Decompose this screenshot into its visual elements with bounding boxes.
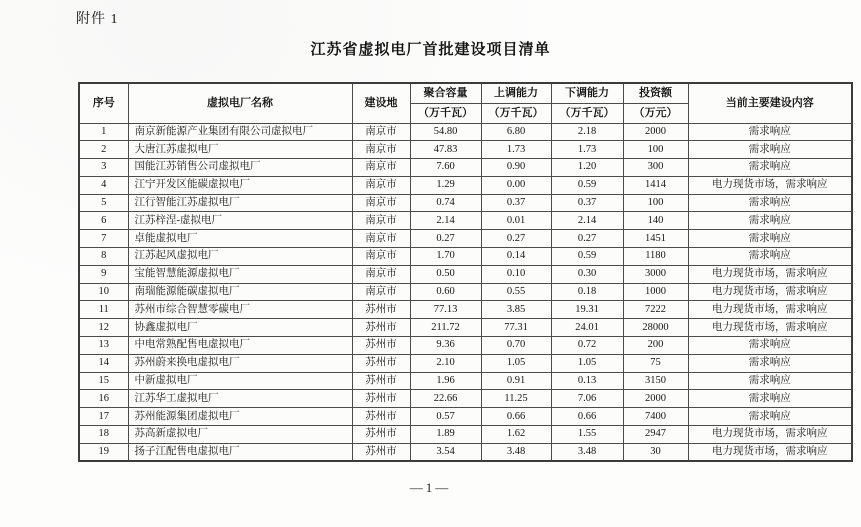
investment-cell: 2000 <box>623 390 688 408</box>
investment-cell: 30 <box>623 443 688 461</box>
capacity-cell: 9.36 <box>410 337 481 355</box>
content-cell: 需求响应 <box>688 337 852 355</box>
index-cell: 17 <box>79 408 128 426</box>
capacity-cell: 77.13 <box>410 301 481 319</box>
up-cell: 0.66 <box>481 408 551 426</box>
capacity-cell: 1.70 <box>410 248 481 266</box>
investment-cell: 2000 <box>623 123 688 141</box>
table-row <box>79 408 852 426</box>
location-cell: 苏州市 <box>352 443 410 461</box>
up-cell: 0.14 <box>481 248 551 266</box>
investment-cell: 100 <box>623 194 688 212</box>
name-cell: 扬子江配售电虚拟电厂 <box>128 443 352 461</box>
capacity-cell: 0.27 <box>410 230 481 248</box>
index-cell: 10 <box>79 283 128 301</box>
location-cell: 南京市 <box>352 159 410 177</box>
content-cell: 电力现货市场，需求响应 <box>688 426 852 444</box>
table-row <box>79 426 852 444</box>
down-cell: 2.18 <box>551 123 623 141</box>
name-cell: 宝能智慧能源虚拟电厂 <box>128 265 352 283</box>
up-cell: 6.80 <box>481 123 551 141</box>
table-row <box>79 194 852 212</box>
name-cell: 江苏华工虚拟电厂 <box>128 390 352 408</box>
investment-cell: 1451 <box>623 230 688 248</box>
table-header <box>79 83 852 123</box>
location-cell: 苏州市 <box>352 390 410 408</box>
investment-cell: 200 <box>623 337 688 355</box>
investment-cell: 2947 <box>623 426 688 444</box>
table-row <box>79 141 852 159</box>
investment-cell: 7222 <box>623 301 688 319</box>
up-cell: 0.91 <box>481 372 551 390</box>
down-cell: 24.01 <box>551 319 623 337</box>
up-cell: 0.90 <box>481 159 551 177</box>
content-cell: 需求响应 <box>688 248 852 266</box>
index-cell: 11 <box>79 301 128 319</box>
content-cell: 电力现货市场，需求响应 <box>688 443 852 461</box>
down-cell: 1.20 <box>551 159 623 177</box>
content-cell: 电力现货市场，需求响应 <box>688 301 852 319</box>
content-cell: 电力现货市场，需求响应 <box>688 176 852 194</box>
capacity-cell: 54.80 <box>410 123 481 141</box>
location-cell: 南京市 <box>352 141 410 159</box>
down-cell: 0.37 <box>551 194 623 212</box>
capacity-cell: 22.66 <box>410 390 481 408</box>
location-cell: 苏州市 <box>352 319 410 337</box>
name-cell: 协鑫虚拟电厂 <box>128 319 352 337</box>
table-row <box>79 337 852 355</box>
down-cell: 0.59 <box>551 248 623 266</box>
name-cell: 中电常熟配售电虚拟电厂 <box>128 337 352 355</box>
investment-cell: 1414 <box>623 176 688 194</box>
table-row <box>79 212 852 230</box>
location-cell: 南京市 <box>352 123 410 141</box>
table-row <box>79 390 852 408</box>
down-cell: 0.66 <box>551 408 623 426</box>
down-cell: 19.31 <box>551 301 623 319</box>
index-cell: 9 <box>79 265 128 283</box>
up-cell: 0.27 <box>481 230 551 248</box>
capacity-cell: 211.72 <box>410 319 481 337</box>
location-cell: 苏州市 <box>352 301 410 319</box>
index-cell: 13 <box>79 337 128 355</box>
down-cell: 2.14 <box>551 212 623 230</box>
name-cell: 江宁开发区能碳虚拟电厂 <box>128 176 352 194</box>
content-cell: 电力现货市场，需求响应 <box>688 265 852 283</box>
content-cell: 需求响应 <box>688 141 852 159</box>
content-cell: 需求响应 <box>688 230 852 248</box>
location-cell: 南京市 <box>352 212 410 230</box>
down-cell: 0.13 <box>551 372 623 390</box>
table-body <box>79 123 852 461</box>
content-cell: 需求响应 <box>688 390 852 408</box>
table-row <box>79 159 852 177</box>
up-cell: 0.55 <box>481 283 551 301</box>
capacity-cell: 47.83 <box>410 141 481 159</box>
table-row <box>79 283 852 301</box>
investment-cell: 1180 <box>623 248 688 266</box>
capacity-cell: 0.57 <box>410 408 481 426</box>
capacity-cell: 7.60 <box>410 159 481 177</box>
name-cell: 南瑞能源能碳虚拟电厂 <box>128 283 352 301</box>
capacity-cell: 0.74 <box>410 194 481 212</box>
content-cell: 需求响应 <box>688 408 852 426</box>
attachment-label: 附件 1 <box>76 12 119 27</box>
down-cell: 0.18 <box>551 283 623 301</box>
content-cell: 需求响应 <box>688 123 852 141</box>
location-cell: 南京市 <box>352 265 410 283</box>
index-cell: 2 <box>79 141 128 159</box>
table-row <box>79 176 852 194</box>
capacity-cell: 1.89 <box>410 426 481 444</box>
location-cell: 苏州市 <box>352 408 410 426</box>
name-cell: 中新虚拟电厂 <box>128 372 352 390</box>
down-cell: 7.06 <box>551 390 623 408</box>
header-content: 当前主要建设内容 <box>688 83 852 123</box>
page-title: 江苏省虚拟电厂首批建设项目清单 <box>310 42 551 58</box>
index-cell: 19 <box>79 443 128 461</box>
index-cell: 1 <box>79 123 128 141</box>
index-cell: 7 <box>79 230 128 248</box>
up-cell: 0.37 <box>481 194 551 212</box>
content-cell: 电力现货市场，需求响应 <box>688 283 852 301</box>
down-cell: 0.27 <box>551 230 623 248</box>
index-cell: 8 <box>79 248 128 266</box>
content-cell: 需求响应 <box>688 212 852 230</box>
index-cell: 4 <box>79 176 128 194</box>
index-cell: 15 <box>79 372 128 390</box>
table-row <box>79 319 852 337</box>
capacity-cell: 0.50 <box>410 265 481 283</box>
name-cell: 国能江苏销售公司虚拟电厂 <box>128 159 352 177</box>
index-cell: 14 <box>79 354 128 372</box>
location-cell: 南京市 <box>352 248 410 266</box>
investment-cell: 140 <box>623 212 688 230</box>
location-cell: 苏州市 <box>352 354 410 372</box>
name-cell: 苏高新虚拟电厂 <box>128 426 352 444</box>
name-cell: 江苏起风虚拟电厂 <box>128 248 352 266</box>
index-cell: 3 <box>79 159 128 177</box>
investment-cell: 100 <box>623 141 688 159</box>
header-name: 虚拟电厂名称 <box>128 83 352 123</box>
table-row <box>79 123 852 141</box>
index-cell: 12 <box>79 319 128 337</box>
down-cell: 0.72 <box>551 337 623 355</box>
content-cell: 需求响应 <box>688 372 852 390</box>
location-cell: 南京市 <box>352 283 410 301</box>
down-cell: 0.30 <box>551 265 623 283</box>
index-cell: 18 <box>79 426 128 444</box>
name-cell: 江行智能江苏虚拟电厂 <box>128 194 352 212</box>
table-row <box>79 372 852 390</box>
up-cell: 0.00 <box>481 176 551 194</box>
header-down: 下调能力 <box>551 83 623 103</box>
header-capacity-unit: （万千瓦） <box>410 103 481 123</box>
header-index: 序号 <box>79 83 128 123</box>
header-down-unit: （万千瓦） <box>551 103 623 123</box>
investment-cell: 75 <box>623 354 688 372</box>
location-cell: 南京市 <box>352 176 410 194</box>
project-list-table <box>78 82 853 462</box>
name-cell: 苏州蔚来换电虚拟电厂 <box>128 354 352 372</box>
down-cell: 3.48 <box>551 443 623 461</box>
location-cell: 苏州市 <box>352 372 410 390</box>
content-cell: 需求响应 <box>688 194 852 212</box>
page-number: —1— <box>409 480 452 495</box>
header-up-unit: （万千瓦） <box>481 103 551 123</box>
header-investment: 投资额 <box>623 83 688 103</box>
capacity-cell: 2.10 <box>410 354 481 372</box>
down-cell: 1.05 <box>551 354 623 372</box>
capacity-cell: 1.96 <box>410 372 481 390</box>
name-cell: 南京新能源产业集团有限公司虚拟电厂 <box>128 123 352 141</box>
down-cell: 1.73 <box>551 141 623 159</box>
investment-cell: 28000 <box>623 319 688 337</box>
table-row <box>79 265 852 283</box>
up-cell: 3.48 <box>481 443 551 461</box>
table-row <box>79 443 852 461</box>
up-cell: 77.31 <box>481 319 551 337</box>
name-cell: 卓能虚拟电厂 <box>128 230 352 248</box>
investment-cell: 7400 <box>623 408 688 426</box>
location-cell: 苏州市 <box>352 337 410 355</box>
header-location: 建设地 <box>352 83 410 123</box>
header-investment-unit: （万元） <box>623 103 688 123</box>
investment-cell: 3150 <box>623 372 688 390</box>
content-cell: 需求响应 <box>688 354 852 372</box>
capacity-cell: 3.54 <box>410 443 481 461</box>
up-cell: 1.73 <box>481 141 551 159</box>
capacity-cell: 2.14 <box>410 212 481 230</box>
table-row <box>79 301 852 319</box>
table-row <box>79 354 852 372</box>
up-cell: 11.25 <box>481 390 551 408</box>
location-cell: 南京市 <box>352 194 410 212</box>
up-cell: 0.70 <box>481 337 551 355</box>
capacity-cell: 0.60 <box>410 283 481 301</box>
header-up: 上调能力 <box>481 83 551 103</box>
investment-cell: 300 <box>623 159 688 177</box>
down-cell: 1.55 <box>551 426 623 444</box>
up-cell: 3.85 <box>481 301 551 319</box>
content-cell: 电力现货市场，需求响应 <box>688 319 852 337</box>
up-cell: 1.62 <box>481 426 551 444</box>
investment-cell: 1000 <box>623 283 688 301</box>
name-cell: 大唐江苏虚拟电厂 <box>128 141 352 159</box>
index-cell: 5 <box>79 194 128 212</box>
capacity-cell: 1.29 <box>410 176 481 194</box>
header-capacity: 聚合容量 <box>410 83 481 103</box>
table-row <box>79 230 852 248</box>
location-cell: 苏州市 <box>352 426 410 444</box>
name-cell: 苏州市综合智慧零碳电厂 <box>128 301 352 319</box>
up-cell: 0.10 <box>481 265 551 283</box>
index-cell: 6 <box>79 212 128 230</box>
table-row <box>79 248 852 266</box>
up-cell: 1.05 <box>481 354 551 372</box>
investment-cell: 3000 <box>623 265 688 283</box>
location-cell: 南京市 <box>352 230 410 248</box>
index-cell: 16 <box>79 390 128 408</box>
down-cell: 0.59 <box>551 176 623 194</box>
name-cell: 江苏梓涅-虚拟电厂 <box>128 212 352 230</box>
name-cell: 苏州能源集团虚拟电厂 <box>128 408 352 426</box>
up-cell: 0.01 <box>481 212 551 230</box>
content-cell: 需求响应 <box>688 159 852 177</box>
